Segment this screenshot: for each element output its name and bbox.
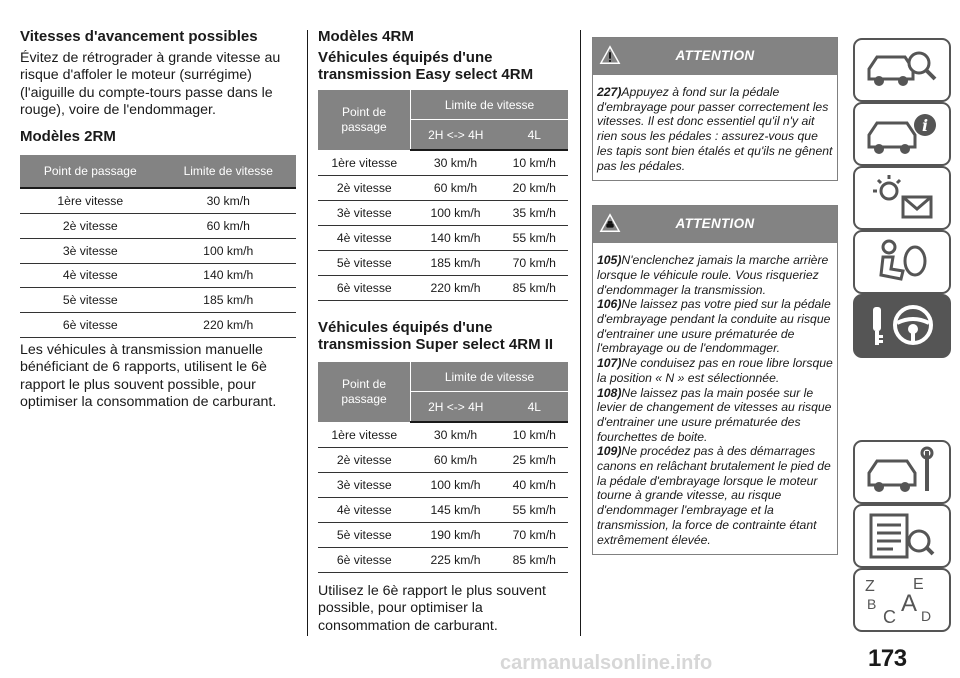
table-row [318,548,568,573]
svg-text:i: i [922,116,929,135]
table-header: 2H <-> 4H [411,120,501,151]
warning-item-number: 227) [597,85,622,99]
table-row [318,448,568,473]
warning-lights-icon [861,171,943,223]
table-cell: 5è vitesse [20,288,161,313]
table-cell: 30 km/h [411,422,501,448]
table-cell: 140 km/h [161,263,297,288]
warning-item-text: Ne laissez pas la main posée sur le levier de changement de vitesses au risque d'entrainer une usure prématurée des fourchettes de boite. [597,385,832,444]
tab-car-info[interactable] [853,102,951,166]
page-number: 173 [868,645,907,672]
warning-item [597,386,833,445]
warning-item-number: 108) [597,385,622,400]
table-cell: 30 km/h [161,188,297,213]
table-cell: 20 km/h [501,176,568,201]
table-cell: 85 km/h [501,276,568,301]
intro-paragraph: Évitez de rétrograder à grande vitesse au risque d'affoler le moteur (surrégime) (l'aiguille du compte-tours passe dans le rouge), voire de l'endommager. [20,50,281,118]
warning-item [597,297,833,356]
table-row [20,263,296,288]
speed-table-2wd [20,155,296,338]
tab-driving[interactable] [853,294,951,358]
index-letter: C [883,607,896,625]
middle-column [318,28,568,635]
tab-alphabetical-index[interactable] [853,568,951,632]
warning-item [597,85,833,173]
section-heading: Vitesses d'avancement possibles [20,28,258,45]
warning-item-number: 107) [597,356,622,371]
warning-body [593,243,837,554]
warning-item [597,356,833,385]
table-header: Limite de vitesse [411,90,569,120]
index-letter: D [921,608,932,624]
key-steering-wheel-icon [861,299,943,351]
index-letter: A [901,590,918,617]
table-cell: 220 km/h [161,313,297,338]
tab-car-service[interactable] [853,440,951,504]
table-row [318,523,568,548]
warning-item-text: Appuyez à fond sur la pédale d'embrayage pour passer correctement les vitesses. Il est donc essentiel qu'il n'y ait rien sous les pédales : assurez-vous que les tapis sont bien étalés et qu'ils ne gênent pas les pédales. [597,85,833,173]
warning-item [597,444,833,547]
table-cell: 55 km/h [501,226,568,251]
warning-item-number: 106) [597,297,622,312]
table-row [20,288,296,313]
table-header: Point de passage [318,90,411,150]
table-cell: 1ère vitesse [318,422,411,448]
specifications-list-icon [861,509,943,561]
table-cell: 100 km/h [161,238,297,263]
table-cell: 100 km/h [411,201,501,226]
table-header: 4L [501,392,568,423]
table-header: 4L [501,120,568,151]
table-row [20,213,296,238]
watermark: carmanualsonline.info [500,652,713,674]
manual-transmission-note: Les véhicules à transmission manuelle bénéficiant de 6 rapports, utilisent le 6è rapport le plus souvent possible, pour optimiser la consommation de carburant. [20,341,277,410]
table-cell: 225 km/h [411,548,501,573]
car-info-icon [861,107,943,159]
table-cell: 3è vitesse [318,201,411,226]
warning-title: ATTENTION [675,216,755,232]
table-cell: 2è vitesse [20,213,161,238]
table-header: Point de passage [318,362,411,422]
warning-box [592,205,838,555]
table-row [318,150,568,176]
table-cell: 30 km/h [411,150,501,176]
column-divider [307,30,308,636]
table-row [318,276,568,301]
subsection-heading: Véhicules équipés d'une transmission Super select 4RM II [318,319,554,353]
table-cell: 185 km/h [161,288,297,313]
table-cell: 100 km/h [411,473,501,498]
warning-item-text: Ne procédez pas à des démarrages canons en relâchant brutalement le pied de la pédale d'embrayage lorsque le moteur tourne à grande vitesse, au risque d'endommager l'embrayage et la transmission, la force de contrainte étant extrêmement élevée. [597,444,831,547]
warning-body [593,75,837,180]
table-cell: 220 km/h [411,276,501,301]
table-cell: 4è vitesse [318,226,411,251]
table-row [318,201,568,226]
tab-warning-lights[interactable] [853,166,951,230]
table-cell: 5è vitesse [318,251,411,276]
table-cell: 60 km/h [161,213,297,238]
left-column [20,28,296,411]
table-cell: 185 km/h [411,251,501,276]
column-divider [580,30,581,636]
alphabetical-index-icon [861,573,943,625]
warning-item [597,253,833,297]
table-cell: 70 km/h [501,523,568,548]
car-service-icon [861,445,943,497]
table-cell: 6è vitesse [20,313,161,338]
subsection-heading: Véhicules équipés d'une transmission Easy select 4RM [318,49,534,83]
table-row [20,188,296,213]
table-cell: 3è vitesse [20,238,161,263]
table-cell: 4è vitesse [20,263,161,288]
table-row [318,251,568,276]
warning-box [592,37,838,181]
warning-item-number: 109) [597,444,622,459]
warning-item-text: Ne conduisez pas en roue libre lorsque la position « N » est sélectionnée. [597,356,833,385]
table-cell: 6è vitesse [318,276,411,301]
car-search-icon [861,43,943,95]
table-cell: 1ère vitesse [318,150,411,176]
table-cell: 25 km/h [501,448,568,473]
index-letter: E [913,576,924,593]
table-header: 2H <-> 4H [411,392,501,423]
table-header: Point de passage [20,155,161,188]
table-cell: 2è vitesse [318,176,411,201]
table-cell: 2è vitesse [318,448,411,473]
table-cell: 3è vitesse [318,473,411,498]
subsection-heading: Modèles 2RM [20,128,116,146]
table-row [318,422,568,448]
table-cell: 190 km/h [411,523,501,548]
table-cell: 140 km/h [411,226,501,251]
table-row [20,238,296,263]
table-row [318,473,568,498]
table-cell: 1ère vitesse [20,188,161,213]
table-row [20,313,296,338]
table-cell: 85 km/h [501,548,568,573]
speed-table-super-select [318,362,568,573]
speed-table-easy-select [318,90,568,301]
warning-item-text: Ne laissez pas votre pied sur la pédale d'embrayage pendant la conduite au risque d'entrainer une usure prématurée de l'embrayage ou de l'endommager. [597,297,831,356]
table-row [318,176,568,201]
table-row [318,226,568,251]
table-cell: 10 km/h [501,422,568,448]
tab-specifications[interactable] [853,504,951,568]
tab-airbag-safety[interactable] [853,230,951,294]
table-cell: 35 km/h [501,201,568,226]
table-row [318,498,568,523]
warning-title: ATTENTION [675,48,755,63]
table-cell: 40 km/h [501,473,568,498]
airbag-safety-icon [861,235,943,287]
table-header: Limite de vitesse [161,155,297,188]
warning-header [593,206,837,243]
tab-car-search[interactable] [853,38,951,102]
section-heading: Modèles 4RM [318,28,414,45]
warning-item-number: 105) [597,253,622,268]
table-header: Limite de vitesse [411,362,569,392]
index-letter: Z [865,578,875,595]
table-cell: 145 km/h [411,498,501,523]
table-cell: 10 km/h [501,150,568,176]
table-cell: 55 km/h [501,498,568,523]
index-letter: B [867,596,877,612]
sixth-gear-note: Utilisez le 6è rapport le plus souvent possible, pour optimiser la consommation de carburant. [318,583,546,634]
warning-item-text: N'enclenchez jamais la marche arrière lorsque le véhicule roule. Vous risqueriez d'endommager la transmission. [597,253,829,297]
right-column [592,37,838,555]
warning-header [593,38,837,75]
table-cell: 60 km/h [411,448,501,473]
table-cell: 5è vitesse [318,523,411,548]
table-cell: 4è vitesse [318,498,411,523]
table-cell: 60 km/h [411,176,501,201]
table-cell: 70 km/h [501,251,568,276]
table-cell: 6è vitesse [318,548,411,573]
